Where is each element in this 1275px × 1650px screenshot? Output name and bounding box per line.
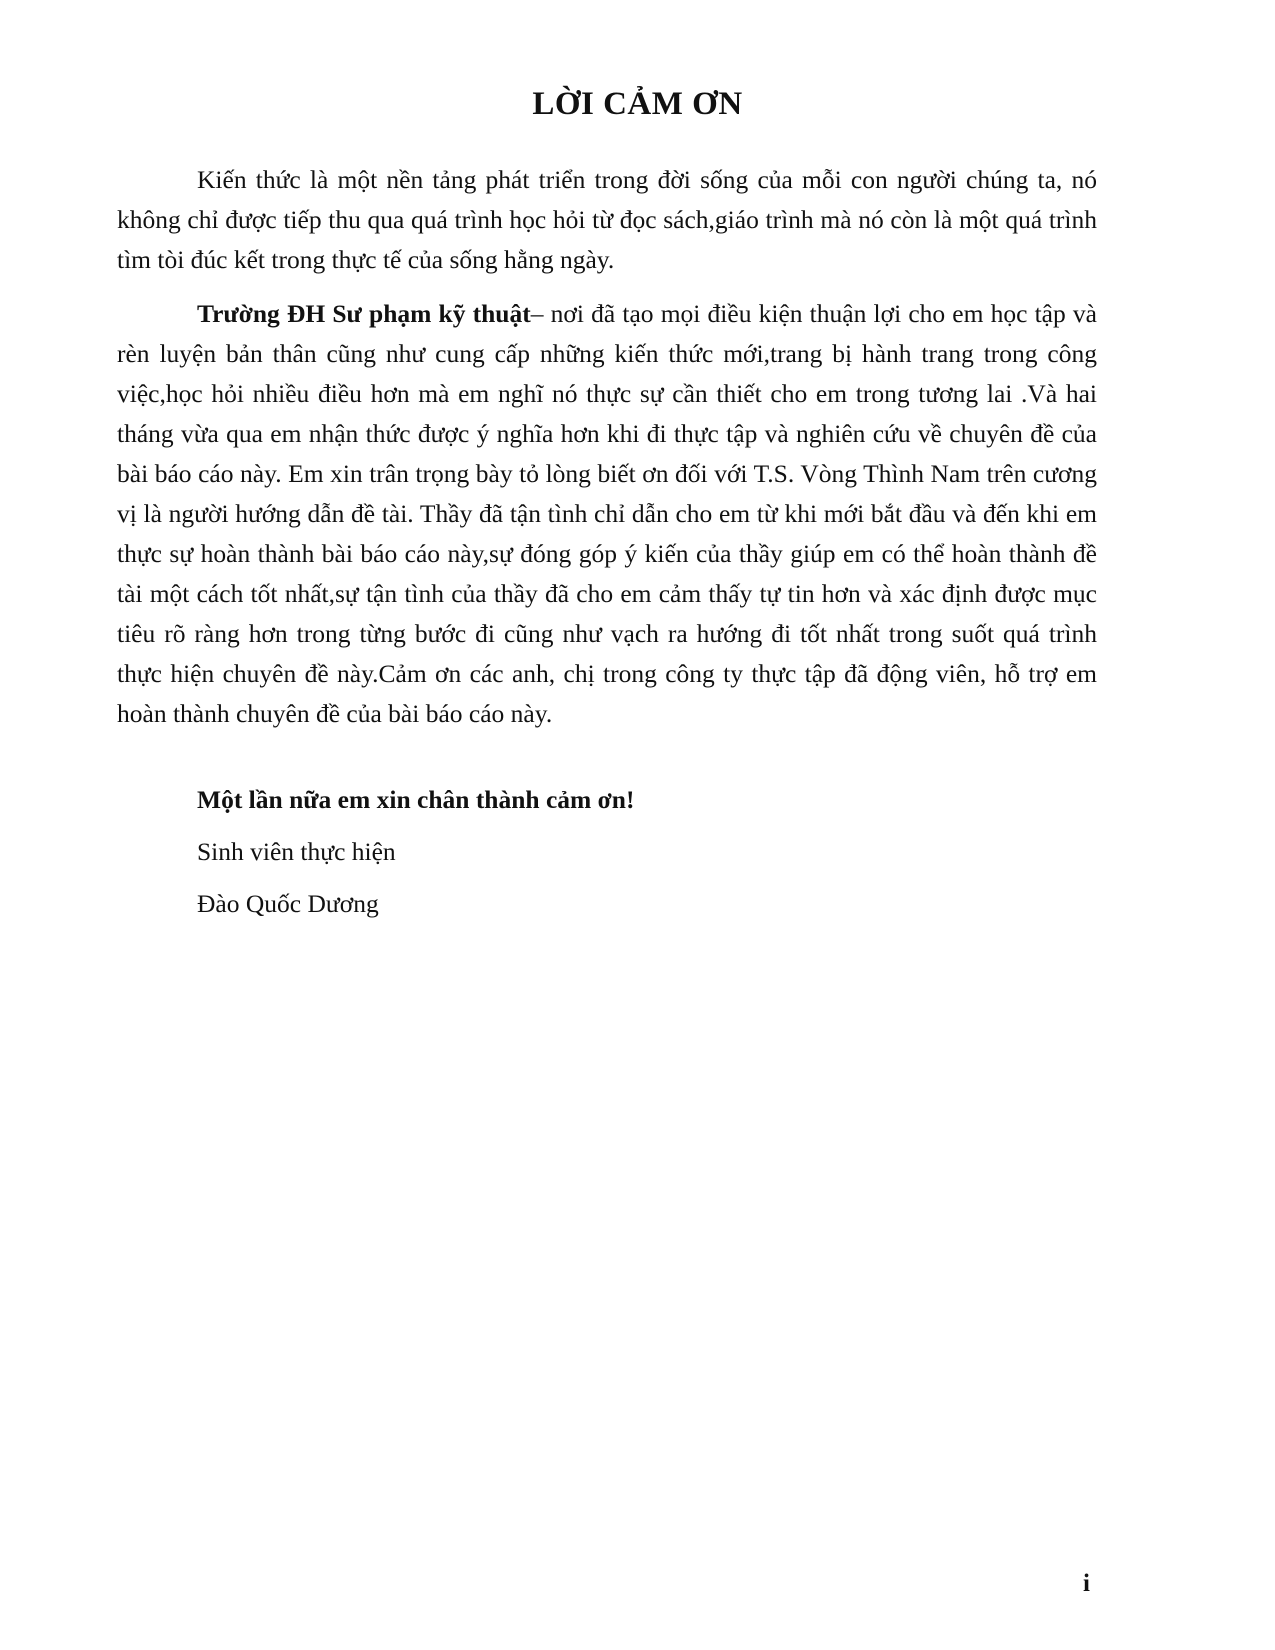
university-name: Trường ĐH Sư phạm kỹ thuật (197, 299, 531, 328)
closing-block (197, 780, 634, 924)
signer-name: Đào Quốc Dương (197, 889, 379, 918)
page-title: LỜI CẢM ƠN (532, 86, 743, 122)
page-number: i (1083, 1570, 1090, 1597)
paragraph-2 (117, 294, 1097, 734)
signer-title: Sinh viên thực hiện (197, 837, 396, 866)
paragraph-2-body: – nơi đã tạo mọi điều kiện thuận lợi cho em học tập và rèn luyện bản thân cũng như cung cấp những kiến thức mới,trang bị hành trang trong công việc,học hỏi nhiều điều hơn mà em nghĩ nó thực sự cần thiết cho em trong tương lai .Và hai tháng vừa qua em nhận thức được ý nghĩa hơn khi đi thực tập và nghiên cứu về chuyên đề của bài báo cáo này. Em xin trân trọng bày tỏ lòng biết ơn đối với T.S. Vòng Thình Nam trên cương vị là người hướng dẫn đề tài. Thầy đã tận tình chỉ dẫn cho em từ khi mới bắt đầu và đến khi em thực sự hoàn thành bài báo cáo này,sự đóng góp ý kiến của thầy giúp em có thể hoàn thành đề tài một cách tốt nhất,sự tận tình của thầy đã cho em cảm thấy tự tin hơn và xác định được mục tiêu rõ ràng hơn trong từng bước đi cũng như vạch ra hướng đi tốt nhất trong suốt quá trình thực hiện chuyên đề này.Cảm ơn các anh, chị trong công ty thực tập đã động viên, hỗ trợ em hoàn thành chuyên đề của bài báo cáo này. (117, 299, 1097, 728)
paragraph-1: Kiến thức là một nền tảng phát triển trong đời sống của mỗi con người chúng ta, nó không chỉ được tiếp thu qua quá trình học hỏi từ đọc sách,giáo trình mà nó còn là một quá trình tìm tòi đúc kết trong thực tế của sống hằng ngày. (117, 165, 1097, 274)
acknowledgement-body (117, 160, 1097, 734)
closing-thanks: Một lần nữa em xin chân thành cảm ơn! (197, 785, 635, 814)
